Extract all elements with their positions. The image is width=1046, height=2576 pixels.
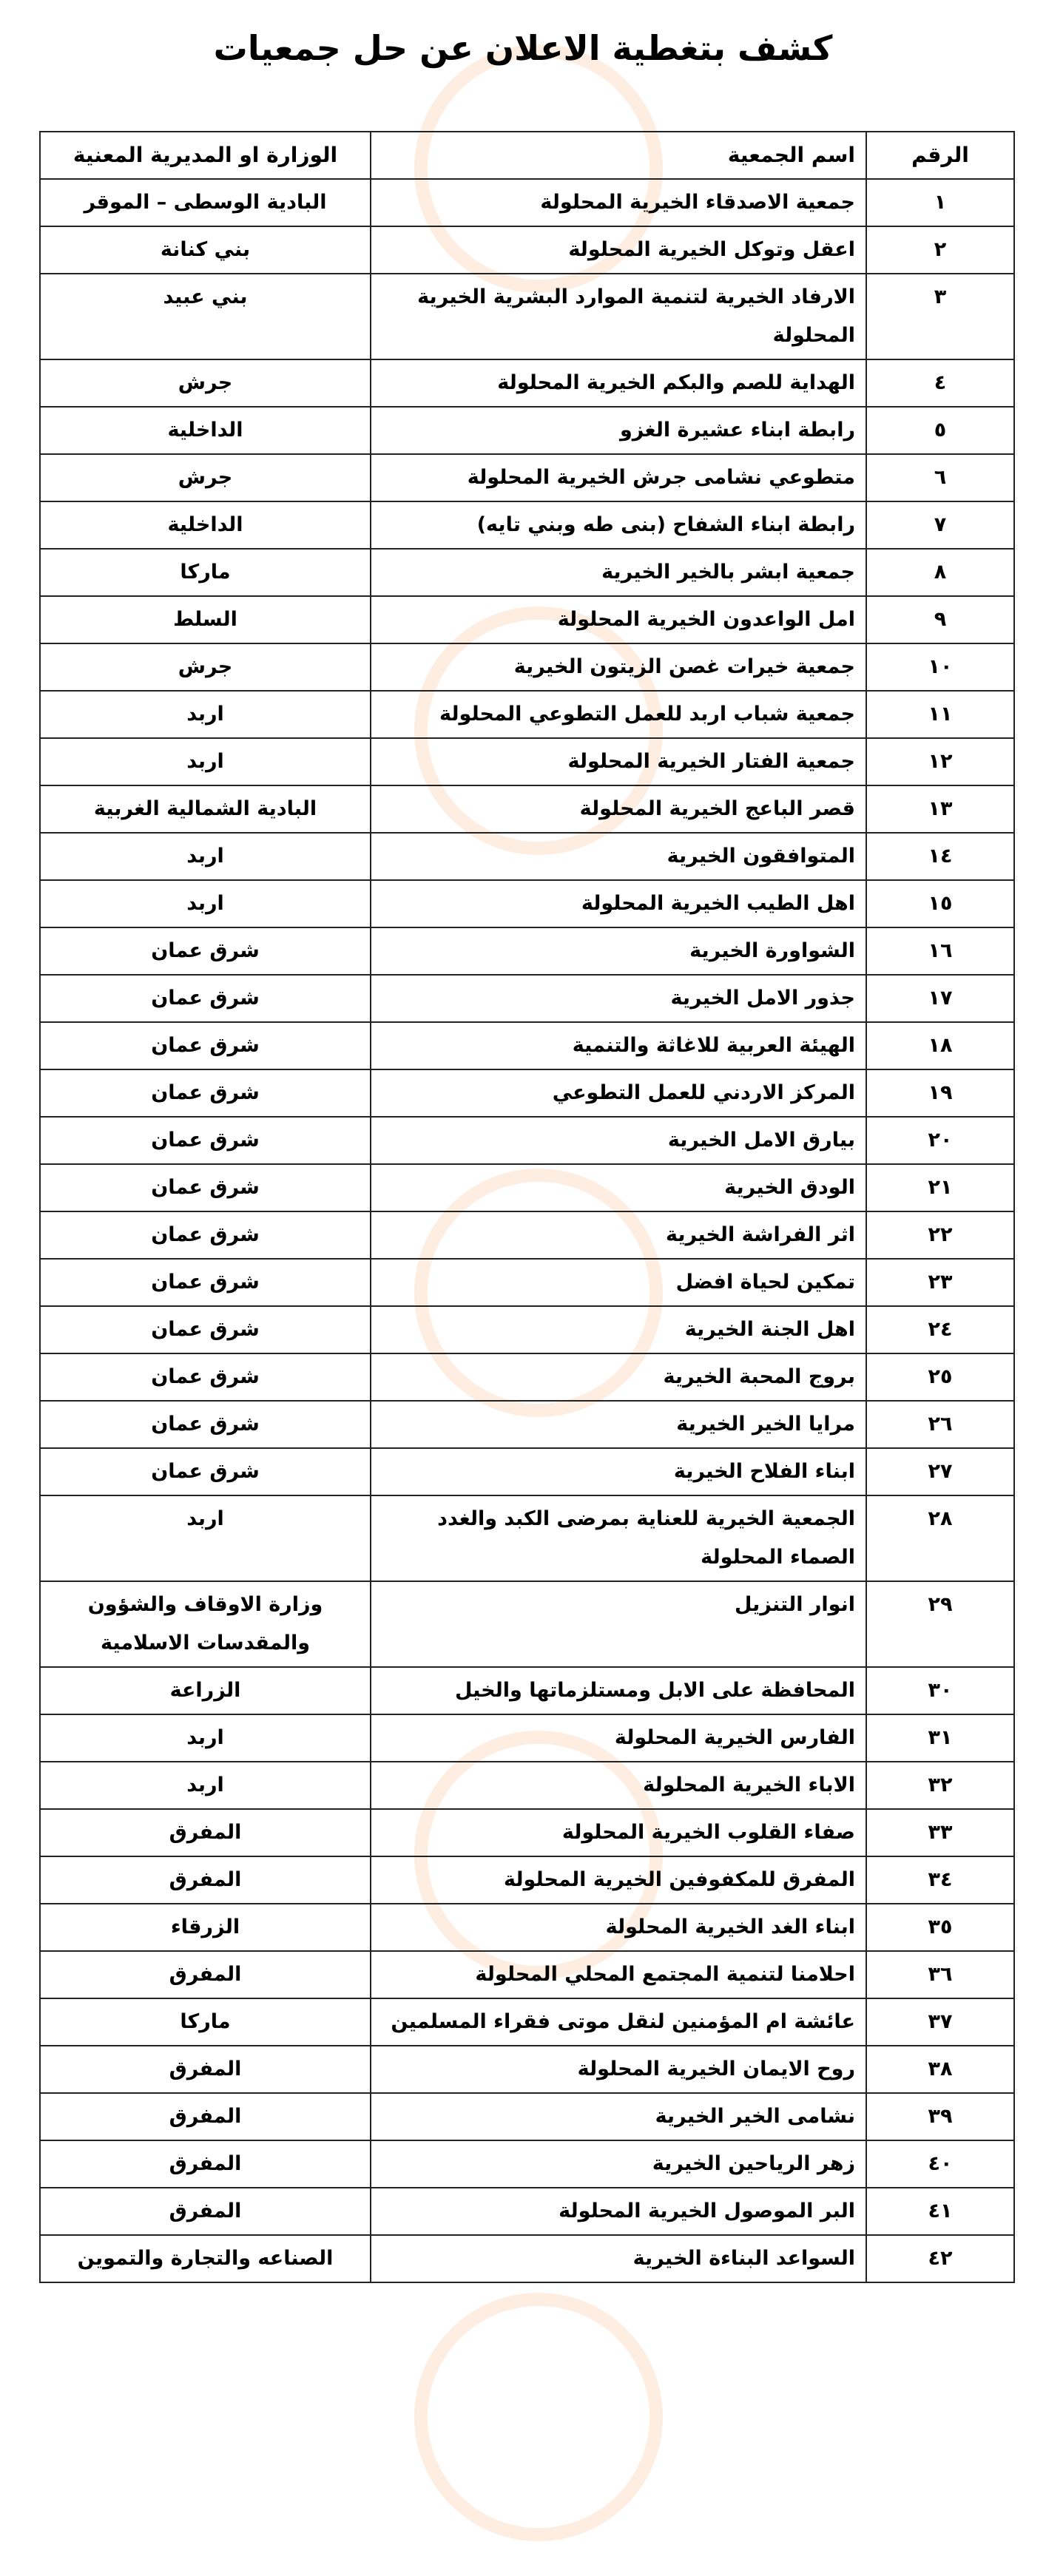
row-number: ٤١ [866, 2188, 1014, 2235]
table-row [40, 596, 1014, 643]
row-number: ١٩ [866, 1069, 1014, 1117]
table-header-row [40, 132, 1014, 179]
table-row [40, 880, 1014, 927]
row-number: ٣٣ [866, 1809, 1014, 1856]
ministry-name: البادية الوسطى – الموقر [40, 179, 371, 226]
row-number: ٦ [866, 454, 1014, 501]
association-name: بروج المحبة الخيرية [371, 1353, 866, 1401]
table-row [40, 1069, 1014, 1117]
row-number: ٢٠ [866, 1117, 1014, 1164]
ministry-name: اربد [40, 1495, 371, 1581]
association-name: اهل الجنة الخيرية [371, 1306, 866, 1353]
row-number: ١٥ [866, 880, 1014, 927]
association-name: جمعية ابشر بالخير الخيرية [371, 549, 866, 596]
ministry-name: جرش [40, 359, 371, 407]
ministry-name: اربد [40, 738, 371, 785]
ministry-name: اربد [40, 833, 371, 880]
ministry-name: شرق عمان [40, 1211, 371, 1259]
association-name: روح الايمان الخيرية المحلولة [371, 2046, 866, 2093]
ministry-name: المفرق [40, 2093, 371, 2140]
table-row [40, 454, 1014, 501]
ministry-name: شرق عمان [40, 1448, 371, 1495]
row-number: ٢٤ [866, 1306, 1014, 1353]
row-number: ٣٤ [866, 1856, 1014, 1904]
ministry-name: اربد [40, 1714, 371, 1762]
association-name: الفارس الخيرية المحلولة [371, 1714, 866, 1762]
association-name: المفرق للمكفوفين الخيرية المحلولة [371, 1856, 866, 1904]
table-row [40, 2046, 1014, 2093]
row-number: ٢ [866, 226, 1014, 274]
table-row [40, 1401, 1014, 1448]
ministry-name: وزارة الاوقاف والشؤون والمقدسات الاسلامية [40, 1581, 371, 1667]
ministry-name: المفرق [40, 1856, 371, 1904]
association-name: زهر الرياحين الخيرية [371, 2140, 866, 2188]
ministry-name: بني كنانة [40, 226, 371, 274]
table-row [40, 1448, 1014, 1495]
ministry-name: شرق عمان [40, 1069, 371, 1117]
ministry-name: شرق عمان [40, 927, 371, 975]
ministry-name: المفرق [40, 2046, 371, 2093]
association-name: الهداية للصم والبكم الخيرية المحلولة [371, 359, 866, 407]
association-name: اثر الفراشة الخيرية [371, 1211, 866, 1259]
ministry-name: اربد [40, 880, 371, 927]
ministry-name: الداخلية [40, 407, 371, 454]
association-name: احلامنا لتنمية المجتمع المحلي المحلولة [371, 1951, 866, 1998]
ministry-name: شرق عمان [40, 1259, 371, 1306]
table-row [40, 1117, 1014, 1164]
row-number: ٣١ [866, 1714, 1014, 1762]
table-row [40, 226, 1014, 274]
row-number: ١٠ [866, 643, 1014, 691]
associations-table [39, 131, 1015, 2283]
row-number: ١ [866, 179, 1014, 226]
ministry-name: اربد [40, 691, 371, 738]
table-row [40, 1022, 1014, 1069]
association-name: السواعد البناءة الخيرية [371, 2235, 866, 2282]
table-row [40, 1714, 1014, 1762]
row-number: ١١ [866, 691, 1014, 738]
watermark-clock [414, 2293, 663, 2541]
association-name: متطوعي نشامى جرش الخيرية المحلولة [371, 454, 866, 501]
ministry-name: شرق عمان [40, 1306, 371, 1353]
row-number: ١٤ [866, 833, 1014, 880]
association-name: بيارق الامل الخيرية [371, 1117, 866, 1164]
ministry-name: جرش [40, 454, 371, 501]
association-name: انوار التنزيل [371, 1581, 866, 1667]
association-name: مرايا الخير الخيرية [371, 1401, 866, 1448]
ministry-name: المفرق [40, 1809, 371, 1856]
table-row [40, 1495, 1014, 1581]
table-row [40, 1581, 1014, 1667]
association-name: ابناء الغد الخيرية المحلولة [371, 1904, 866, 1951]
association-name: اهل الطيب الخيرية المحلولة [371, 880, 866, 927]
row-number: ٧ [866, 501, 1014, 549]
row-number: ٣٥ [866, 1904, 1014, 1951]
association-name: جمعية الفتار الخيرية المحلولة [371, 738, 866, 785]
association-name: نشامى الخير الخيرية [371, 2093, 866, 2140]
row-number: ٣ [866, 274, 1014, 359]
row-number: ٣٦ [866, 1951, 1014, 1998]
table-row [40, 1353, 1014, 1401]
table-row [40, 2235, 1014, 2282]
association-name: المتوافقون الخيرية [371, 833, 866, 880]
table-row [40, 1211, 1014, 1259]
ministry-name: شرق عمان [40, 1164, 371, 1211]
association-name: رابطة ابناء الشفاح (بنى طه وبني تايه) [371, 501, 866, 549]
row-number: ٢٣ [866, 1259, 1014, 1306]
table-row [40, 643, 1014, 691]
row-number: ٢٢ [866, 1211, 1014, 1259]
association-name: جذور الامل الخيرية [371, 975, 866, 1022]
table-row [40, 1762, 1014, 1809]
table-row [40, 1164, 1014, 1211]
row-number: ٥ [866, 407, 1014, 454]
row-number: ٣٢ [866, 1762, 1014, 1809]
association-name: جمعية الاصدقاء الخيرية المحلولة [371, 179, 866, 226]
row-number: ٨ [866, 549, 1014, 596]
association-name: عائشة ام المؤمنين لنقل موتى فقراء المسلمين [371, 1998, 866, 2046]
table-row [40, 274, 1014, 359]
table-row [40, 691, 1014, 738]
ministry-name: الزرقاء [40, 1904, 371, 1951]
association-name: جمعية خيرات غصن الزيتون الخيرية [371, 643, 866, 691]
association-name: امل الواعدون الخيرية المحلولة [371, 596, 866, 643]
ministry-name: بني عبيد [40, 274, 371, 359]
association-name: تمكين لحياة افضل [371, 1259, 866, 1306]
ministry-name: اربد [40, 1762, 371, 1809]
ministry-name: شرق عمان [40, 975, 371, 1022]
row-number: ٣٧ [866, 1998, 1014, 2046]
row-number: ١٣ [866, 785, 1014, 833]
row-number: ١٨ [866, 1022, 1014, 1069]
table-row [40, 738, 1014, 785]
association-name: الاباء الخيرية المحلولة [371, 1762, 866, 1809]
ministry-name: ماركا [40, 1998, 371, 2046]
ministry-name: المفرق [40, 2188, 371, 2235]
row-number: ١٧ [866, 975, 1014, 1022]
table-row [40, 1667, 1014, 1714]
association-name: البر الموصول الخيرية المحلولة [371, 2188, 866, 2235]
table-row [40, 1904, 1014, 1951]
ministry-name: جرش [40, 643, 371, 691]
association-name: الجمعية الخيرية للعناية بمرضى الكبد والغدد الصماء المحلولة [371, 1495, 866, 1581]
table-row [40, 1998, 1014, 2046]
row-number: ٢٩ [866, 1581, 1014, 1667]
table-row [40, 407, 1014, 454]
table-row [40, 975, 1014, 1022]
association-name: جمعية شباب اربد للعمل التطوعي المحلولة [371, 691, 866, 738]
table-row [40, 501, 1014, 549]
row-number: ٢٦ [866, 1401, 1014, 1448]
header-ministry: الوزارة او المديرية المعنية [40, 132, 371, 179]
page-title: كشف بتغطية الاعلان عن حل جمعيات [213, 28, 833, 68]
association-name: الشواورة الخيرية [371, 927, 866, 975]
ministry-name: الداخلية [40, 501, 371, 549]
ministry-name: شرق عمان [40, 1022, 371, 1069]
row-number: ٢٨ [866, 1495, 1014, 1581]
table-row [40, 927, 1014, 975]
row-number: ٣٠ [866, 1667, 1014, 1714]
ministry-name: المفرق [40, 1951, 371, 1998]
ministry-name: شرق عمان [40, 1401, 371, 1448]
table-row [40, 1951, 1014, 1998]
row-number: ٤٠ [866, 2140, 1014, 2188]
ministry-name: المفرق [40, 2140, 371, 2188]
row-number: ٩ [866, 596, 1014, 643]
table-row [40, 1809, 1014, 1856]
row-number: ٤ [866, 359, 1014, 407]
table-row [40, 785, 1014, 833]
association-name: الهيئة العربية للاغاثة والتنمية [371, 1022, 866, 1069]
association-name: صفاء القلوب الخيرية المحلولة [371, 1809, 866, 1856]
ministry-name: الزراعة [40, 1667, 371, 1714]
association-name: المركز الاردني للعمل التطوعي [371, 1069, 866, 1117]
table-row [40, 833, 1014, 880]
association-name: الودق الخيرية [371, 1164, 866, 1211]
row-number: ١٢ [866, 738, 1014, 785]
row-number: ٢٥ [866, 1353, 1014, 1401]
ministry-name: شرق عمان [40, 1117, 371, 1164]
row-number: ٣٨ [866, 2046, 1014, 2093]
association-name: المحافظة على الابل ومستلزماتها والخيل [371, 1667, 866, 1714]
table-row [40, 2093, 1014, 2140]
ministry-name: شرق عمان [40, 1353, 371, 1401]
table-row [40, 1259, 1014, 1306]
ministry-name: الصناعه والتجارة والتموين [40, 2235, 371, 2282]
association-name: ابناء الفلاح الخيرية [371, 1448, 866, 1495]
ministry-name: السلط [40, 596, 371, 643]
table-row [40, 2140, 1014, 2188]
table-row [40, 359, 1014, 407]
row-number: ١٦ [866, 927, 1014, 975]
header-number: الرقم [866, 132, 1014, 179]
table-row [40, 1306, 1014, 1353]
association-name: اعقل وتوكل الخيرية المحلولة [371, 226, 866, 274]
ministry-name: ماركا [40, 549, 371, 596]
row-number: ٣٩ [866, 2093, 1014, 2140]
table-row [40, 1856, 1014, 1904]
ministry-name: البادية الشمالية الغربية [40, 785, 371, 833]
association-name: قصر الباعج الخيرية المحلولة [371, 785, 866, 833]
row-number: ٤٢ [866, 2235, 1014, 2282]
association-name: الارفاد الخيرية لتنمية الموارد البشرية الخيرية المحلولة [371, 274, 866, 359]
row-number: ٢٧ [866, 1448, 1014, 1495]
table-row [40, 549, 1014, 596]
association-name: رابطة ابناء عشيرة الغزو [371, 407, 866, 454]
table-row [40, 2188, 1014, 2235]
header-name: اسم الجمعية [371, 132, 866, 179]
row-number: ٢١ [866, 1164, 1014, 1211]
table-row [40, 179, 1014, 226]
